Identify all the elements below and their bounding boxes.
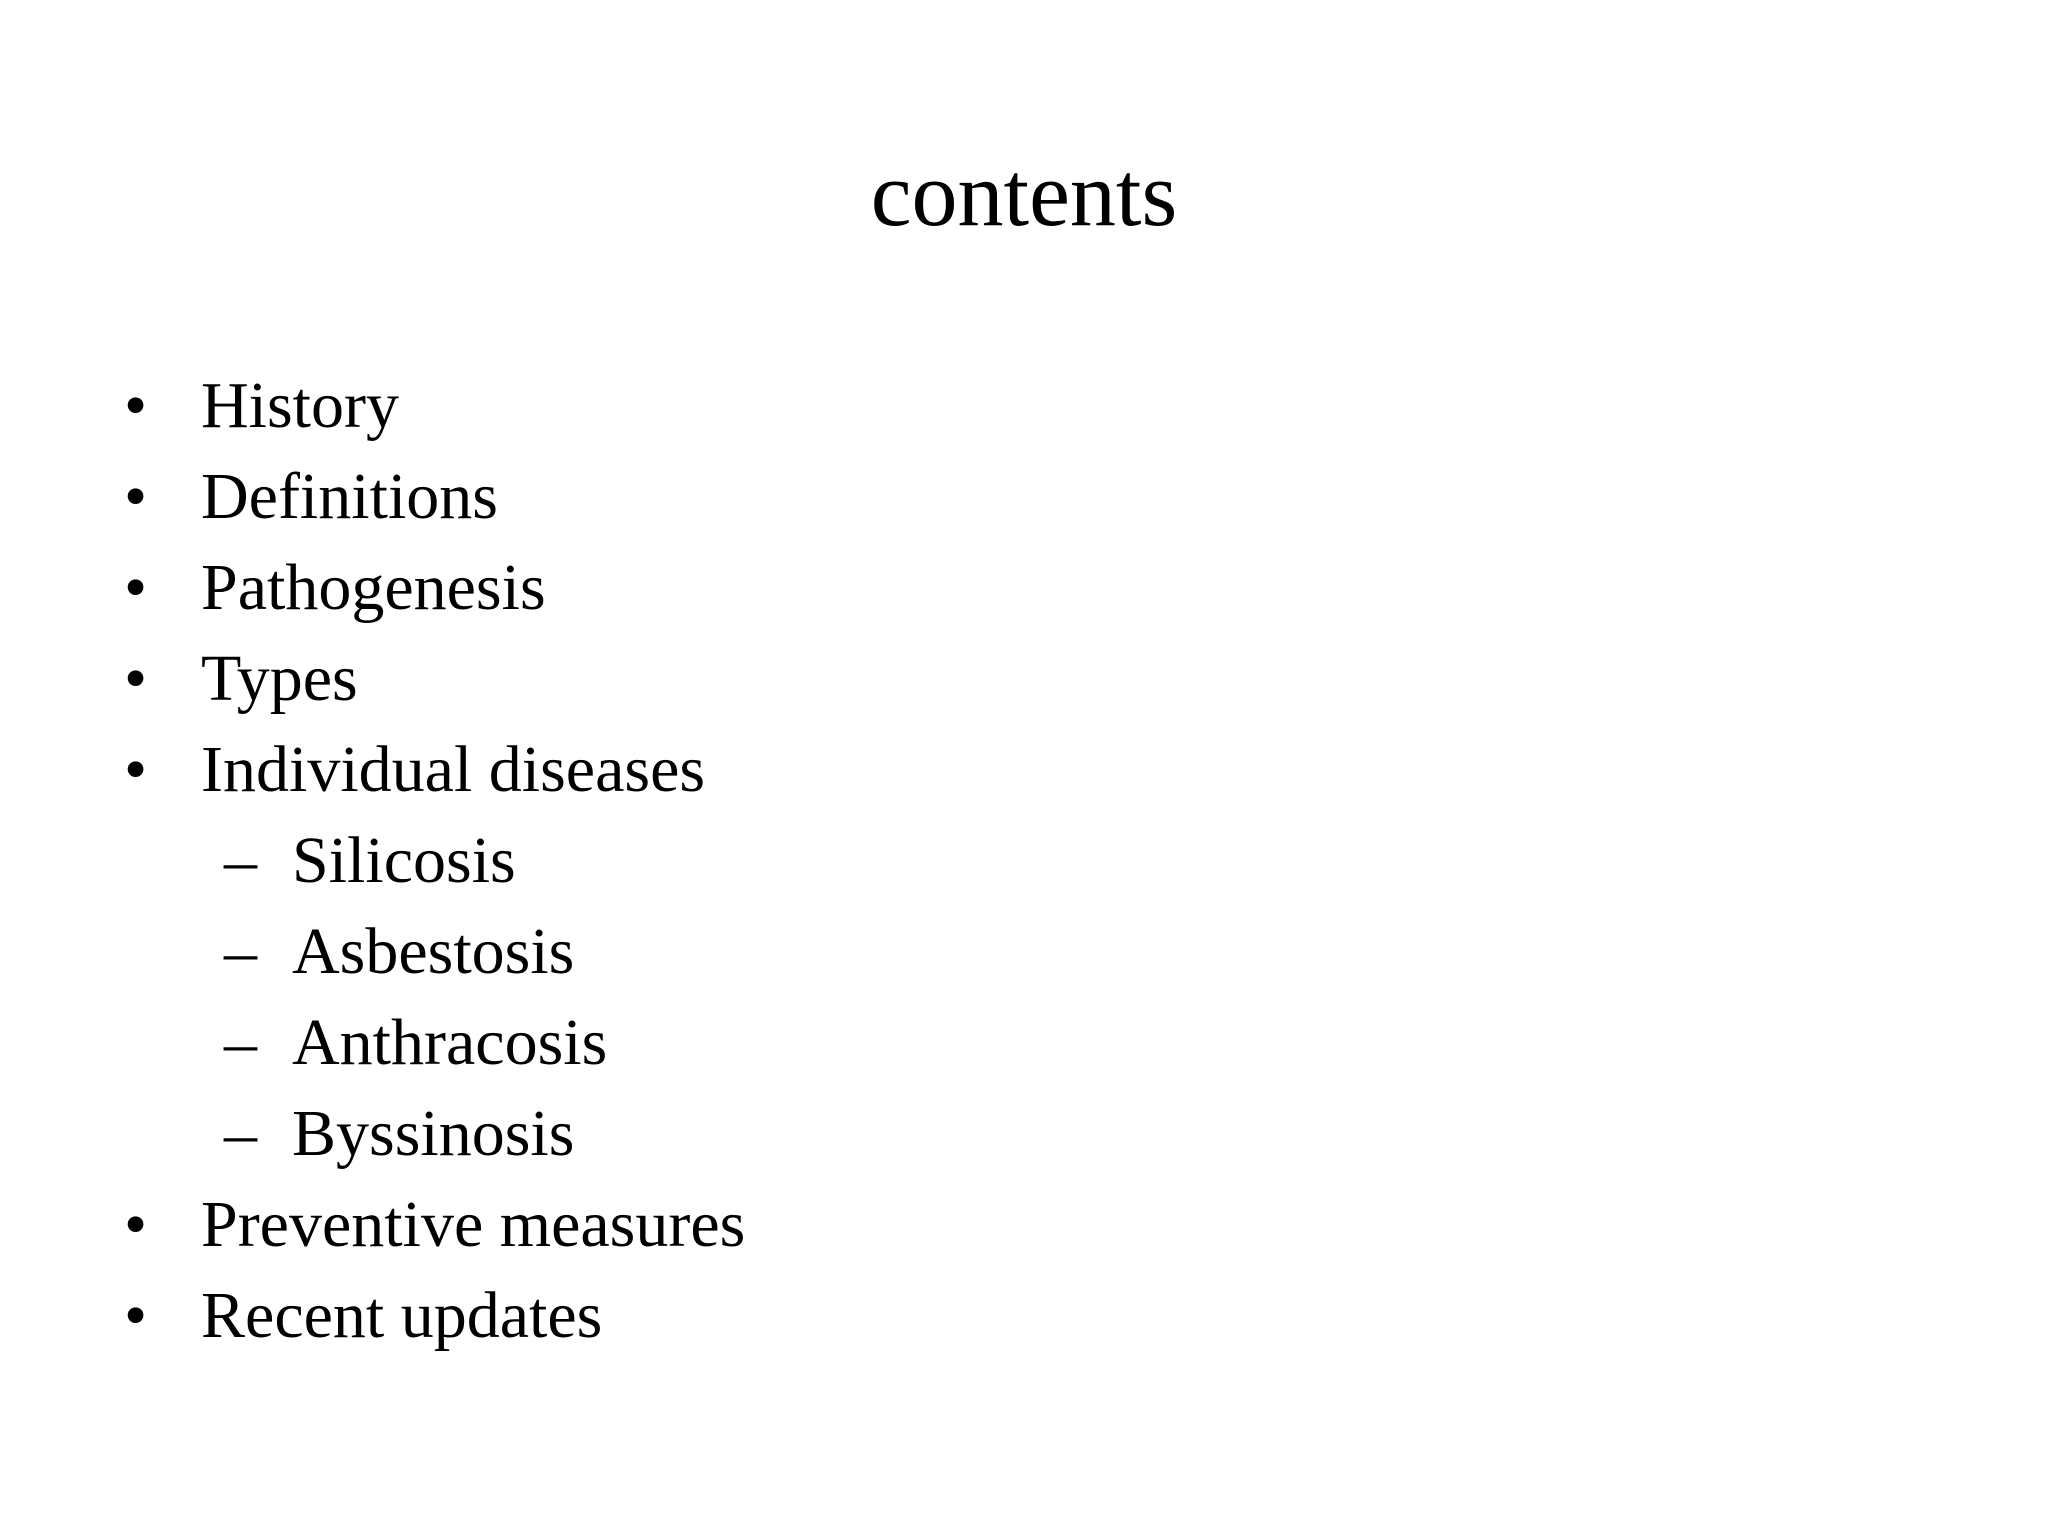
dash-marker: – [224, 915, 257, 988]
list-item-label: Definitions [201, 460, 498, 533]
list-item-label: Anthracosis [292, 1006, 608, 1079]
bullet-marker: • [124, 369, 148, 442]
dash-marker: – [224, 1097, 257, 1170]
bullet-marker: • [124, 551, 148, 624]
list-item-label: Byssinosis [292, 1097, 575, 1170]
dash-marker: – [224, 824, 257, 897]
list-item-label: Silicosis [292, 824, 516, 897]
bullet-marker: • [124, 642, 148, 715]
list-item-label: Preventive measures [201, 1188, 746, 1261]
list-item-label: Individual diseases [201, 733, 706, 806]
list-item-label: Types [201, 642, 358, 715]
list-item-label: History [201, 369, 399, 442]
slide-title: contents [870, 143, 1178, 245]
dash-marker: – [224, 1006, 257, 1079]
list-item-label: Pathogenesis [201, 551, 546, 624]
bullet-marker: • [124, 1188, 148, 1261]
bullet-marker: • [124, 733, 148, 806]
bullet-marker: • [124, 460, 148, 533]
list-item-label: Recent updates [201, 1279, 603, 1352]
bullet-marker: • [124, 1279, 148, 1352]
list-item-label: Asbestosis [292, 915, 575, 988]
